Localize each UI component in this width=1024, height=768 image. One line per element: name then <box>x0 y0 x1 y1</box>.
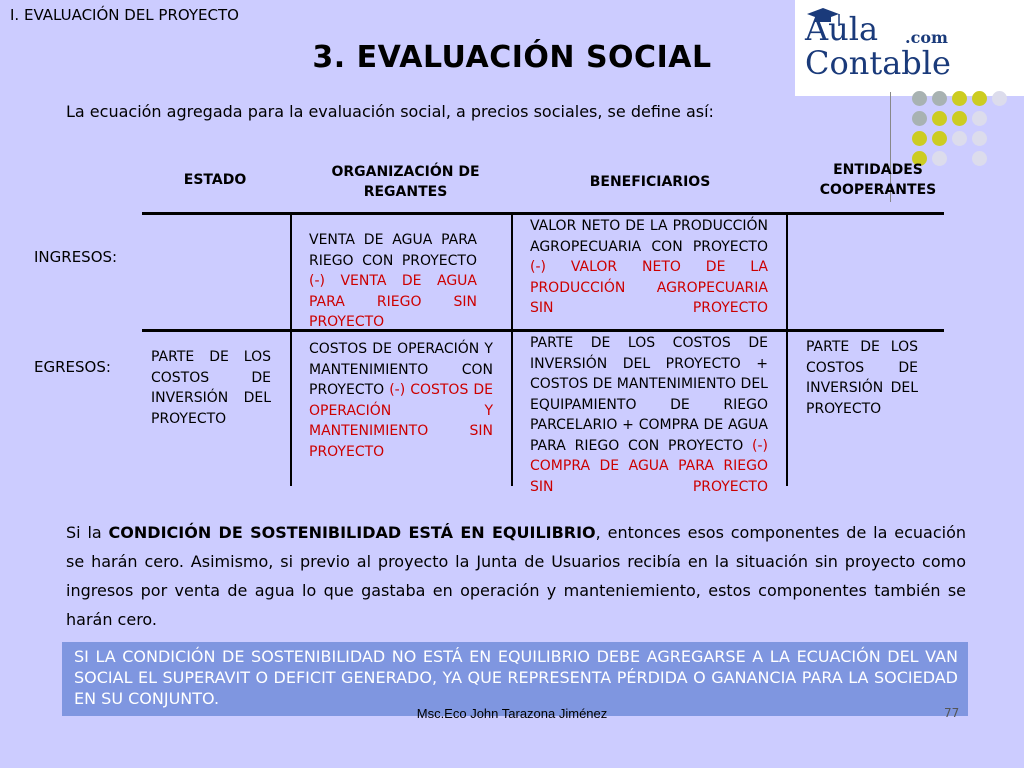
dot <box>912 91 927 106</box>
table-col-divider <box>511 214 513 486</box>
egresos-organizacion-cell <box>309 339 493 462</box>
page-number: 77 <box>944 706 960 720</box>
highlight-banner <box>62 642 968 716</box>
row-label-ingresos: INGRESOS: <box>34 248 118 266</box>
egresos-cooperantes-cell: PARTE DE LOS COSTOS DE INVERSIÓN DEL PROYECTO <box>806 339 918 417</box>
footer-author: Msc.Eco John Tarazona Jiménez <box>416 706 608 721</box>
ingresos-organizacion-cell <box>309 230 477 333</box>
paragraph-end: , entonces esos componentes de la ecuación se harán cero. Asimismo, si previo al proyecto la Junta de Usuarios recibía en la situación sin proyecto como ingresos por venta de agua lo que gastaba en operación y manteniemiento, estos componentes también se harán cero. <box>66 523 966 629</box>
dot <box>972 111 987 126</box>
egresos-estado-cell: PARTE DE LOS COSTOS DE INVERSIÓN DEL PROYECTO <box>151 349 271 427</box>
cell-text: VALOR NETO DE LA PRODUCCIÓN AGROPECUARIA CON PROYECTO <box>530 218 768 255</box>
explanation-paragraph <box>66 518 966 634</box>
cell-text: PARTE DE LOS COSTOS DE INVERSIÓN DEL PROYECTO + COSTOS DE MANTENIMIENTO DEL EQUIPAMIENTO DE RIEGO PARCELARIO + COMPRA DE AGUA PARA RIEGO CON PROYECTO <box>530 335 768 454</box>
header-estado: ESTADO <box>183 172 247 188</box>
paragraph-bold: CONDICIÓN DE SOSTENIBILIDAD ESTÁ EN EQUILIBRIO <box>108 523 596 542</box>
table-top-rule <box>142 212 944 215</box>
cell-text-red: (-) COSTOS DE OPERACIÓN Y MANTENIMIENTO SIN PROYECTO <box>309 382 493 460</box>
table-col-divider <box>290 214 292 486</box>
intro-text: La ecuación agregada para la evaluación social, a precios sociales, se define así: <box>66 102 714 121</box>
paragraph-start: Si la <box>66 523 109 542</box>
cell-text: VENTA DE AGUA PARA RIEGO CON PROYECTO <box>309 232 477 269</box>
section-label: I. EVALUACIÓN DEL PROYECTO <box>10 6 239 24</box>
dot <box>972 91 987 106</box>
dot <box>912 131 927 146</box>
ingresos-beneficiarios-cell <box>530 216 768 319</box>
dot <box>932 111 947 126</box>
cell-text-red: (-) VALOR NETO DE LA PRODUCCIÓN AGROPECUARIA SIN PROYECTO <box>530 259 768 316</box>
logo-aula: Aula <box>805 10 879 48</box>
header-cooperantes: ENTIDADES COOPERANTES <box>819 162 937 198</box>
table-middle-rule <box>142 329 944 332</box>
slide-title: 3. EVALUACIÓN SOCIAL <box>312 40 712 75</box>
banner-text: SI LA CONDICIÓN DE SOSTENIBILIDAD NO ESTÁ EN EQUILIBRIO DEBE AGREGARSE A LA ECUACIÓN DEL VAN SOCIAL EL SUPERAVIT O DEFICIT GENERADO, YA QUE REPRESENTA PÉRDIDA O GANANCIA PARA LA SOCIEDAD EN SU CONJUNTO. <box>74 647 958 708</box>
egresos-beneficiarios-cell <box>530 333 768 497</box>
dot <box>972 131 987 146</box>
row-label-egresos: EGRESOS: <box>34 358 111 376</box>
dot <box>992 91 1007 106</box>
dot <box>972 151 987 166</box>
dot <box>912 111 927 126</box>
logo-com: .com <box>905 28 948 47</box>
header-organizacion: ORGANIZACIÓN DE REGANTES <box>331 164 480 200</box>
logo-contable: Contable <box>805 44 951 82</box>
header-beneficiarios: BENEFICIARIOS <box>589 174 711 190</box>
dot <box>932 91 947 106</box>
cell-text: COSTOS DE OPERACIÓN Y MANTENIMIENTO CON PROYECTO <box>309 341 493 398</box>
dot <box>952 91 967 106</box>
dot <box>932 131 947 146</box>
cell-text-red: (-) VENTA DE AGUA PARA RIEGO SIN PROYECTO <box>309 273 477 330</box>
dot <box>952 131 967 146</box>
dot <box>952 111 967 126</box>
table-col-divider <box>786 214 788 486</box>
cell-text-red: (-) COMPRA DE AGUA PARA RIEGO SIN PROYECTO <box>530 437 769 495</box>
